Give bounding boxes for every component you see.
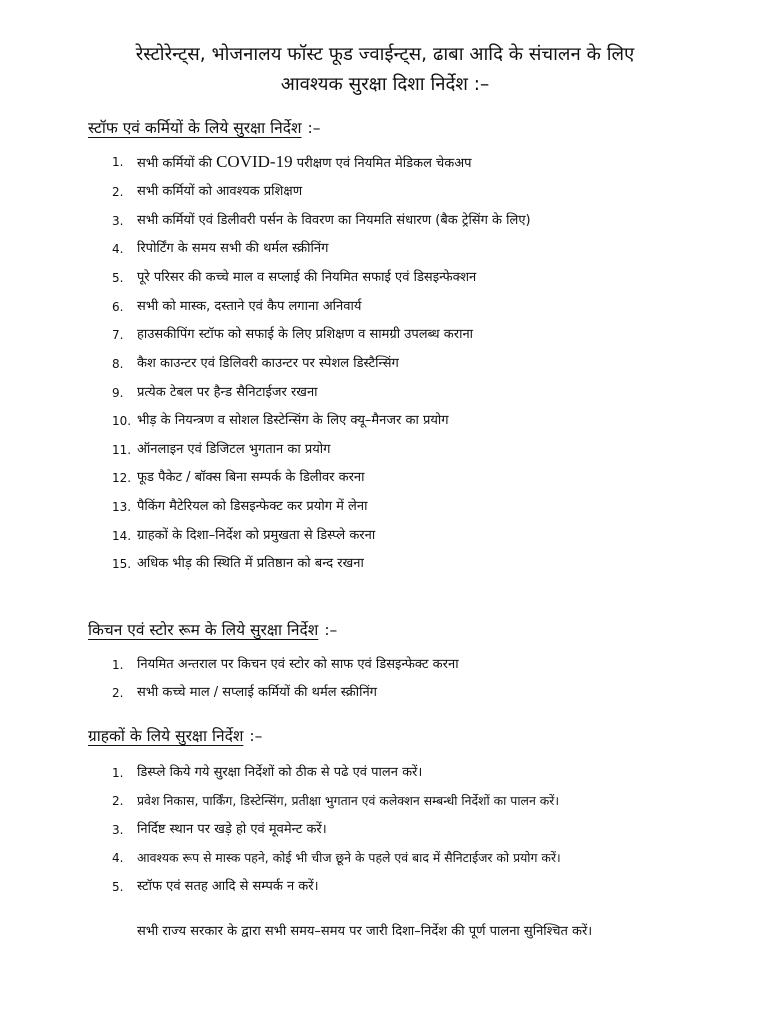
list-item-number: 10.: [112, 414, 132, 428]
list-item-number: 4.: [112, 851, 124, 865]
list-item-number: 1.: [112, 766, 124, 780]
list-item-number: 5.: [112, 271, 124, 285]
document-title: [40, 40, 730, 100]
list-item-number: 12.: [112, 471, 132, 485]
list-item-number: 1.: [112, 658, 124, 672]
list-item-text: फूड पैकेट / बॉक्स बिना सम्पर्क के डिलीवर करना: [137, 470, 365, 485]
list-item-text: प्रत्येक टेबल पर हैन्ड सैनिटाईजर रखना: [137, 385, 318, 400]
section-heading-kitchen: [88, 619, 337, 641]
section-heading-text: स्टॉफ एवं कर्मियों के लिये सुरक्षा निर्देश: [88, 119, 302, 137]
list-item-text: [137, 152, 472, 174]
section-heading-customers: [88, 725, 262, 747]
list-item-number: 11.: [112, 443, 132, 457]
list-item-number: 6.: [112, 300, 124, 314]
section-heading-staff: [88, 117, 321, 139]
list-item-text: ऑनलाइन एवं डिजिटल भुगतान का प्रयोग: [137, 442, 331, 457]
list-item-number: 3.: [112, 214, 124, 228]
list-item-text: सभी कर्मियों एवं डिलीवरी पर्सन के विवरण का नियमति संधारण (बैक ट्रेसिंग के लिए): [137, 213, 531, 228]
list-item-number: 2.: [112, 185, 124, 199]
list-item-text: डिस्प्ले किये गये सुरक्षा निर्देशों को ठीक से पढे एवं पालन करें।: [137, 765, 423, 780]
title-line-2: आवश्यक सुरक्षा दिशा निर्देश :–: [280, 74, 490, 95]
title-line-1: रेस्टोरेन्ट्स, भोजनालय फॉस्ट फूड ज्वाईन्ट्स, ढाबा आदि के संचालन के लिए: [135, 44, 635, 65]
list-item-text: प्रवेश निकास, पार्किंग, डिस्टेन्सिंग, प्रतीक्षा भुगतान एवं कलेक्शन सम्बन्धी निर्देशों का पालन करें।: [137, 793, 560, 808]
list-item-number: 1.: [112, 155, 124, 169]
list-item-number: 5.: [112, 880, 124, 894]
list-item-number: 2.: [112, 794, 124, 808]
list-item-text: सभी कर्मियों को आवश्यक प्रशिक्षण: [137, 184, 303, 199]
list-item-text: निर्दिष्ट स्थान पर खड़े हो एवं मूवमेन्ट करें।: [137, 822, 327, 837]
section-heading-text: ग्राहकों के लिये सुरक्षा निर्देश: [88, 727, 244, 745]
list-item-number: 15.: [112, 557, 132, 571]
list-item-number: 8.: [112, 357, 124, 371]
list-item-text: पूरे परिसर की कच्चे माल व सप्लाई की नियमित सफाई एवं डिसइन्फेक्शन: [137, 270, 477, 285]
list-item-text: रिपोर्टिंग के समय सभी की थर्मल स्क्रीनिंग: [137, 241, 329, 256]
list-item-text: भीड़ के नियन्त्रण व सोशल डिस्टेन्सिंग के लिए क्यू–मैनजर का प्रयोग: [137, 413, 449, 428]
list-item-text: सभी कच्चे माल / सप्लाई कर्मियों की थर्मल स्क्रीनिंग: [137, 685, 378, 700]
list-item-text-part: सभी कर्मियों की: [137, 156, 217, 171]
section-heading-suffix: :–: [324, 621, 338, 639]
list-item-text: ग्राहकों के दिशा–निर्देश को प्रमुखता से डिस्प्ले करना: [137, 528, 376, 543]
list-item-text: अधिक भीड़ की स्थिति में प्रतिष्ठान को बन्द रखना: [137, 556, 364, 571]
list-item-text: स्टॉफ एवं सतह आदि से सम्पर्क न करें।: [137, 879, 319, 894]
section-heading-text: किचन एवं स्टोर रूम के लिये सुरक्षा निर्देश: [88, 621, 319, 639]
list-item-number: 14.: [112, 529, 132, 543]
list-item-text: आवश्यक रूप से मास्क पहने, कोई भी चीज छूने के पहले एवं बाद में सैनिटाईजर को प्रयोग करें।: [137, 850, 561, 865]
closing-note: सभी राज्य सरकार के द्वारा सभी समय–समय पर जारी दिशा–निर्देश की पूर्ण पालना सुनिश्चित करें।: [137, 924, 593, 939]
list-item-number: 7.: [112, 328, 124, 342]
list-item-text-part: परीक्षण एवं नियमित मेडिकल चेकअप: [292, 156, 472, 171]
list-item-text: पैकिंग मैटेरियल को डिसइन्फेक्ट कर प्रयोग में लेना: [137, 499, 368, 514]
list-item-number: 3.: [112, 823, 124, 837]
section-heading-suffix: :–: [249, 727, 263, 745]
list-item-text: कैश काउन्टर एवं डिलिवरी काउन्टर पर स्पेशल डिस्टैन्सिंग: [137, 356, 399, 371]
list-item-number: 9.: [112, 386, 124, 400]
list-item-number: 13.: [112, 500, 132, 514]
list-item-number: 2.: [112, 686, 124, 700]
list-item-number: 4.: [112, 242, 124, 256]
list-item-text: नियमित अन्तराल पर किचन एवं स्टोर को साफ एवं डिसइन्फेक्ट करना: [137, 657, 459, 672]
section-heading-suffix: :–: [307, 119, 321, 137]
list-item-text: सभी को मास्क, दस्ताने एवं कैप लगाना अनिवार्य: [137, 299, 362, 314]
list-item-text: हाउसकीपिंग स्टॉफ को सफाई के लिए प्रशिक्षण व सामग्री उपलब्ध कराना: [137, 327, 474, 342]
list-item-text-latin: COVID-19: [216, 152, 293, 171]
